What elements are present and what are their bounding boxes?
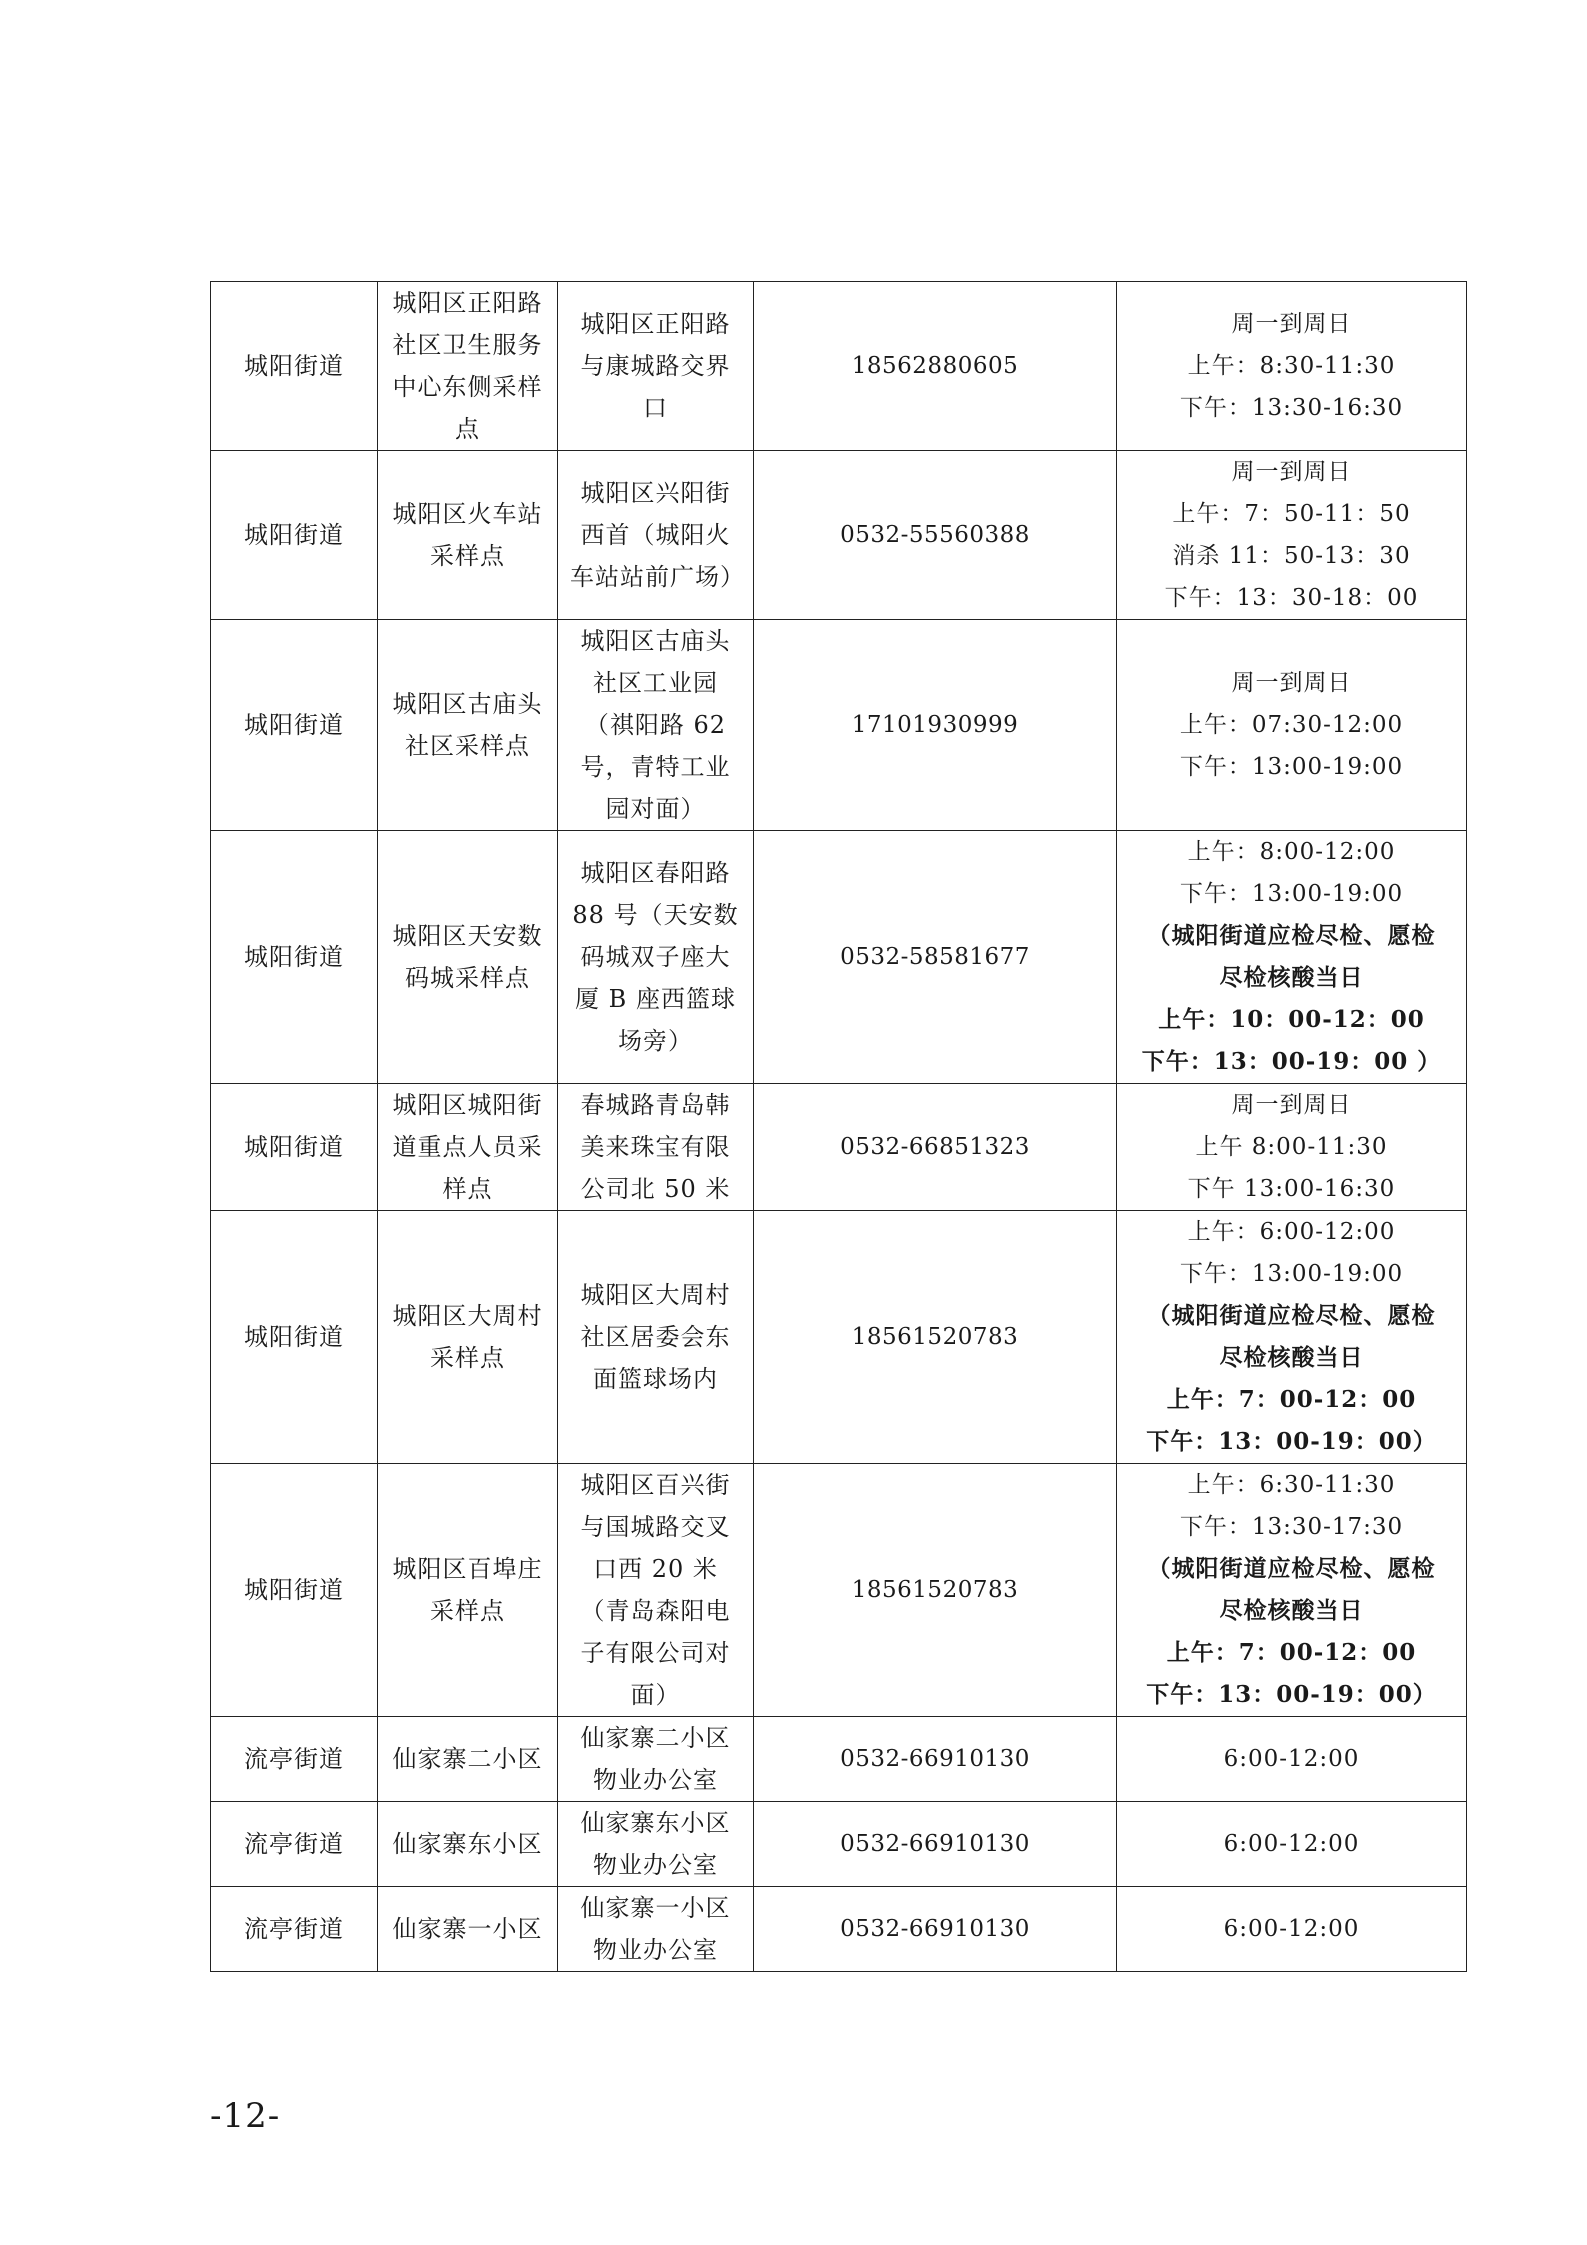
address-cell: 春城路青岛韩美来珠宝有限公司北 50 米 (558, 1084, 754, 1211)
phone-cell: 18561520783 (754, 1211, 1117, 1464)
hours-cell (1117, 831, 1467, 1084)
site-name-cell: 城阳区正阳路社区卫生服务中心东侧采样点 (378, 282, 558, 451)
street-cell: 城阳街道 (211, 1211, 378, 1464)
hours-line: 下午：13：00-19：00 ） (1141, 1048, 1442, 1075)
phone-cell: 0532-55560388 (754, 451, 1117, 620)
hours-cell (1117, 282, 1467, 451)
hours-line: 上午：10：00-12：00 (1158, 1006, 1425, 1033)
hours-line: 尽检核酸当日 (1219, 964, 1364, 991)
table-row (211, 1802, 1467, 1887)
hours-cell (1117, 1211, 1467, 1464)
site-name-cell: 城阳区火车站采样点 (378, 451, 558, 620)
table-row (211, 831, 1467, 1084)
street-cell: 流亭街道 (211, 1802, 378, 1887)
site-name-cell: 城阳区古庙头社区采样点 (378, 620, 558, 831)
hours-line: 周一到周日 (1231, 459, 1352, 485)
street-cell: 城阳街道 (211, 831, 378, 1084)
hours-line: 下午：13:30-17:30 (1179, 1514, 1404, 1540)
site-name-cell: 城阳区天安数码城采样点 (378, 831, 558, 1084)
hours-line: 上午：8:30-11:30 (1187, 353, 1396, 379)
street-cell: 城阳街道 (211, 1084, 378, 1211)
hours-line: 下午：13:00-19:00 (1179, 881, 1404, 907)
hours-line: 下午 13:00-16:30 (1187, 1176, 1396, 1202)
address-cell: 仙家寨二小区物业办公室 (558, 1717, 754, 1802)
street-cell: 流亭街道 (211, 1717, 378, 1802)
hours-line: 6:00-12:00 (1223, 1916, 1360, 1942)
hours-line: 下午：13：30-18：00 (1164, 585, 1419, 611)
hours-line: 上午：07:30-12:00 (1179, 712, 1404, 738)
hours-cell (1117, 1887, 1467, 1972)
street-cell: 城阳街道 (211, 451, 378, 620)
hours-line: 上午：7：50-11：50 (1172, 501, 1411, 527)
hours-line: 下午：13：00-19：00） (1146, 1428, 1437, 1455)
table-row (211, 1084, 1467, 1211)
table-row (211, 1211, 1467, 1464)
hours-line: 下午：13：00-19：00） (1146, 1681, 1437, 1708)
hours-line: 周一到周日 (1231, 670, 1352, 696)
hours-line: （城阳街道应检尽检、愿检 (1147, 1555, 1436, 1582)
street-cell: 城阳街道 (211, 1464, 378, 1717)
hours-line: 尽检核酸当日 (1219, 1344, 1364, 1371)
phone-cell: 0532-66910130 (754, 1802, 1117, 1887)
address-cell: 城阳区正阳路与康城路交界口 (558, 282, 754, 451)
address-cell: 仙家寨东小区物业办公室 (558, 1802, 754, 1887)
table-row (211, 1717, 1467, 1802)
address-cell: 城阳区百兴街与国城路交叉口西 20 米（青岛森阳电子有限公司对面） (558, 1464, 754, 1717)
hours-line: 上午：8:00-12:00 (1187, 839, 1396, 865)
hours-cell (1117, 1464, 1467, 1717)
table-row (211, 282, 1467, 451)
hours-cell (1117, 620, 1467, 831)
phone-cell: 0532-66851323 (754, 1084, 1117, 1211)
street-cell: 城阳街道 (211, 282, 378, 451)
phone-cell: 18562880605 (754, 282, 1117, 451)
hours-line: 6:00-12:00 (1223, 1746, 1360, 1772)
hours-line: （城阳街道应检尽检、愿检 (1147, 922, 1436, 949)
hours-line: 周一到周日 (1231, 1092, 1352, 1118)
phone-cell: 0532-66910130 (754, 1717, 1117, 1802)
hours-line: 下午：13:00-19:00 (1179, 754, 1404, 780)
street-cell: 城阳街道 (211, 620, 378, 831)
table-row (211, 1464, 1467, 1717)
hours-line: 上午：6:00-12:00 (1187, 1219, 1396, 1245)
site-name-cell: 城阳区城阳街道重点人员采样点 (378, 1084, 558, 1211)
hours-line: 下午：13:00-19:00 (1179, 1261, 1404, 1287)
table-row (211, 620, 1467, 831)
hours-line: 上午 8:00-11:30 (1195, 1134, 1388, 1160)
address-cell: 城阳区大周村社区居委会东面篮球场内 (558, 1211, 754, 1464)
hours-line: 消杀 11：50-13：30 (1172, 543, 1411, 569)
phone-cell: 17101930999 (754, 620, 1117, 831)
hours-cell (1117, 451, 1467, 620)
table-row (211, 451, 1467, 620)
page-number: -12- (210, 2096, 281, 2136)
street-cell: 流亭街道 (211, 1887, 378, 1972)
hours-line: 6:00-12:00 (1223, 1831, 1360, 1857)
phone-cell: 0532-58581677 (754, 831, 1117, 1084)
testing-sites-table (210, 281, 1467, 1972)
site-name-cell: 仙家寨二小区 (378, 1717, 558, 1802)
hours-cell (1117, 1717, 1467, 1802)
address-cell: 城阳区兴阳街西首（城阳火车站站前广场） (558, 451, 754, 620)
hours-line: 上午：7：00-12：00 (1166, 1386, 1417, 1413)
address-cell: 城阳区古庙头社区工业园（祺阳路 62 号，青特工业园对面） (558, 620, 754, 831)
hours-line: 尽检核酸当日 (1219, 1597, 1364, 1624)
hours-cell (1117, 1084, 1467, 1211)
site-name-cell: 仙家寨一小区 (378, 1887, 558, 1972)
site-name-cell: 仙家寨东小区 (378, 1802, 558, 1887)
phone-cell: 18561520783 (754, 1464, 1117, 1717)
hours-cell (1117, 1802, 1467, 1887)
hours-line: （城阳街道应检尽检、愿检 (1147, 1302, 1436, 1329)
site-name-cell: 城阳区百埠庄采样点 (378, 1464, 558, 1717)
table-row (211, 1887, 1467, 1972)
address-cell: 仙家寨一小区物业办公室 (558, 1887, 754, 1972)
address-cell: 城阳区春阳路 88 号（天安数码城双子座大厦 B 座西篮球场旁） (558, 831, 754, 1084)
site-name-cell: 城阳区大周村采样点 (378, 1211, 558, 1464)
hours-line: 下午：13:30-16:30 (1179, 395, 1404, 421)
hours-line: 上午：7：00-12：00 (1166, 1639, 1417, 1666)
hours-line: 上午：6:30-11:30 (1187, 1472, 1396, 1498)
phone-cell: 0532-66910130 (754, 1887, 1117, 1972)
hours-line: 周一到周日 (1231, 311, 1352, 337)
table-body (211, 282, 1467, 1972)
